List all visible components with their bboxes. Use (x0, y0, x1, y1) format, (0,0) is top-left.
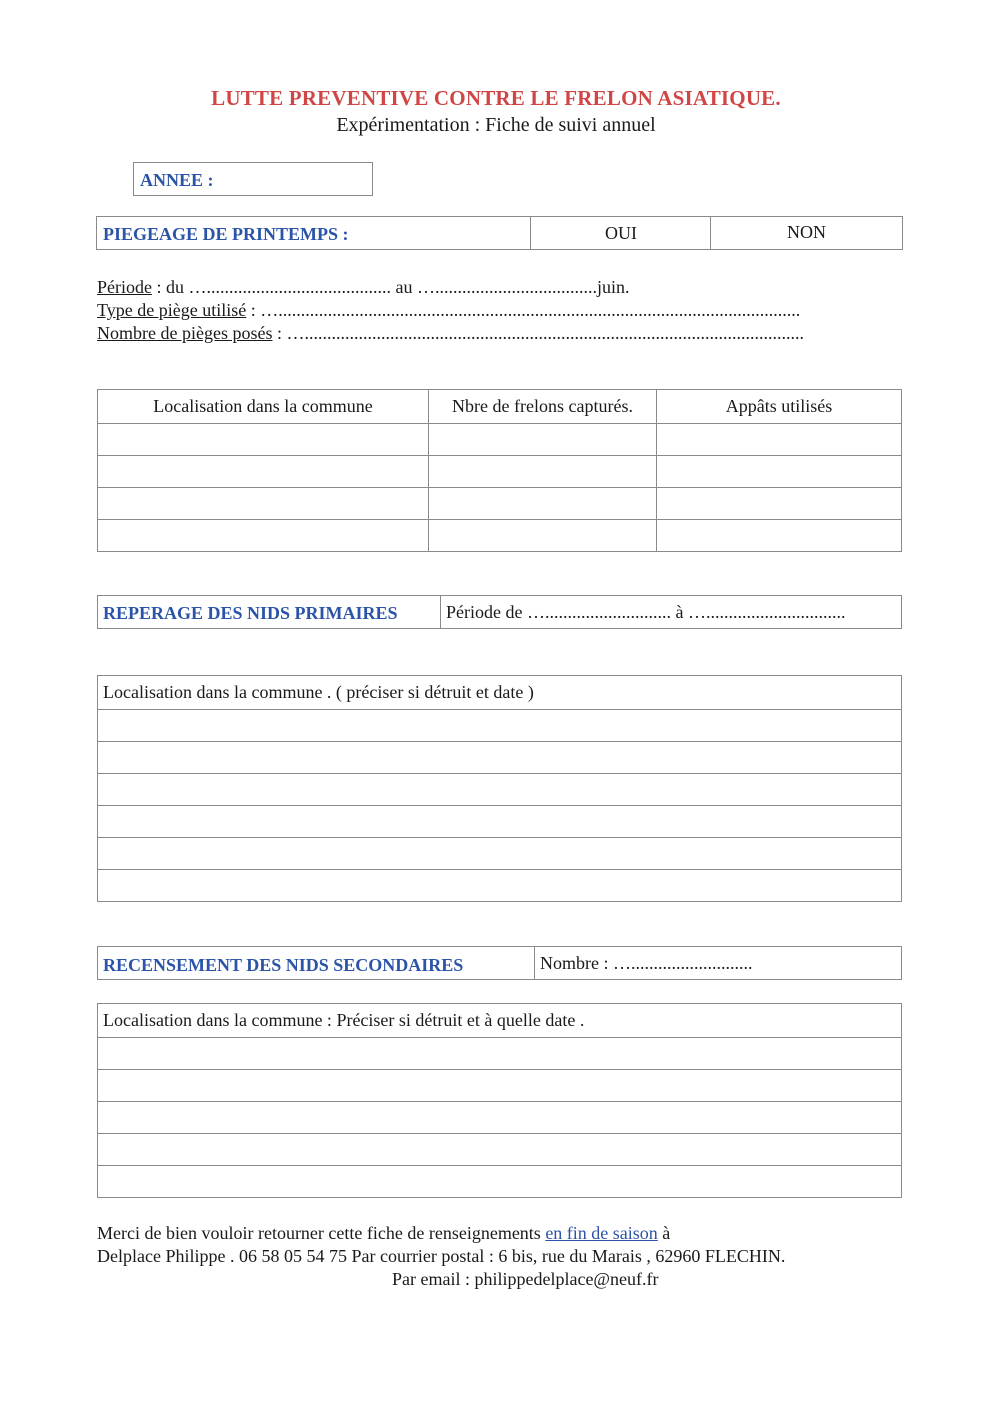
table-row[interactable] (98, 456, 902, 488)
table-cell[interactable] (98, 710, 902, 742)
table-cell[interactable] (98, 742, 902, 774)
table-cell[interactable] (98, 870, 902, 902)
piegeage-row (96, 216, 903, 250)
footer-text-1b: à (657, 1223, 671, 1243)
table-row[interactable] (98, 870, 902, 902)
table-cell[interactable] (98, 1166, 902, 1198)
nids-primaires-header: Localisation dans la commune . ( préciser si détruit et date ) (98, 676, 902, 710)
table-cell[interactable] (429, 424, 657, 456)
oui-option[interactable]: OUI (605, 223, 637, 243)
col-header-localisation: Localisation dans la commune (98, 390, 429, 424)
table-cell[interactable] (98, 1070, 902, 1102)
table-row[interactable] (98, 424, 902, 456)
table-row[interactable] (98, 838, 902, 870)
table-row[interactable] (98, 1166, 902, 1198)
table-row[interactable] (98, 1134, 902, 1166)
table-cell[interactable] (98, 774, 902, 806)
col-header-frelons: Nbre de frelons capturés. (429, 390, 657, 424)
periode-line[interactable] (97, 277, 629, 298)
periode-fill: : du …......................................... au …....................................juin. (151, 277, 630, 297)
table-cell[interactable] (429, 488, 657, 520)
nids-primaires-table (97, 675, 902, 902)
annee-field[interactable] (133, 162, 373, 196)
table-row[interactable] (98, 1070, 902, 1102)
reperage-periode[interactable]: Période de …............................ à …............................... (446, 602, 846, 622)
reperage-label: REPERAGE DES NIDS PRIMAIRES (103, 603, 398, 623)
nids-secondaires-table (97, 1003, 902, 1198)
table-row[interactable] (98, 1102, 902, 1134)
col-header-appats: Appâts utilisés (657, 390, 902, 424)
table-cell[interactable] (98, 488, 429, 520)
footer-email: Par email : philippedelplace@neuf.fr (392, 1269, 659, 1289)
type-piege-label: Type de piège utilisé (97, 300, 247, 320)
footer-line-1 (97, 1223, 670, 1244)
table-cell[interactable] (98, 520, 429, 552)
table-row[interactable] (98, 742, 902, 774)
nombre-pieges-fill: : …............................................................................................................... (272, 323, 804, 343)
recensement-nombre[interactable]: Nombre : …........................... (540, 953, 753, 973)
table-cell[interactable] (98, 1102, 902, 1134)
piegeage-label: PIEGEAGE DE PRINTEMPS : (103, 224, 349, 244)
table-cell[interactable] (657, 488, 902, 520)
type-piege-line[interactable] (97, 300, 800, 321)
recensement-label: RECENSEMENT DES NIDS SECONDAIRES (103, 955, 464, 975)
recensement-row (97, 946, 902, 980)
form-subtitle: Expérimentation : Fiche de suivi annuel (336, 114, 656, 136)
table-cell[interactable] (657, 456, 902, 488)
table-cell[interactable] (657, 520, 902, 552)
type-piege-fill: : ….................................................................................................................... (246, 300, 801, 320)
table-cell[interactable] (429, 520, 657, 552)
table-row[interactable] (98, 806, 902, 838)
reperage-row (97, 595, 902, 629)
footer-text-1: Merci de bien vouloir retourner cette fiche de renseignements (97, 1223, 546, 1243)
nombre-pieges-label: Nombre de pièges posés (97, 323, 273, 343)
periode-label: Période (97, 277, 152, 297)
table-row[interactable] (98, 1038, 902, 1070)
form-title: LUTTE PREVENTIVE CONTRE LE FRELON ASIATIQUE. (211, 86, 781, 110)
table-row[interactable] (98, 774, 902, 806)
table-row[interactable] (98, 710, 902, 742)
table-row[interactable] (98, 520, 902, 552)
table-cell[interactable] (98, 806, 902, 838)
table-cell[interactable] (98, 838, 902, 870)
table-cell[interactable] (98, 1038, 902, 1070)
table-cell[interactable] (98, 424, 429, 456)
annee-label: ANNEE : (140, 170, 214, 190)
nids-secondaires-header: Localisation dans la commune : Préciser si détruit et à quelle date . (98, 1004, 902, 1038)
table-cell[interactable] (429, 456, 657, 488)
table-cell[interactable] (98, 1134, 902, 1166)
non-option[interactable]: NON (787, 222, 826, 242)
table-cell[interactable] (98, 456, 429, 488)
fin-de-saison-link[interactable]: en fin de saison (545, 1223, 658, 1243)
table-cell[interactable] (657, 424, 902, 456)
footer-line-2: Delplace Philippe . 06 58 05 54 75 Par courrier postal : 6 bis, rue du Marais , 62960 FLECHIN. (97, 1246, 786, 1266)
table-row[interactable] (98, 488, 902, 520)
nombre-pieges-line[interactable] (97, 323, 804, 344)
captures-table (97, 389, 902, 552)
